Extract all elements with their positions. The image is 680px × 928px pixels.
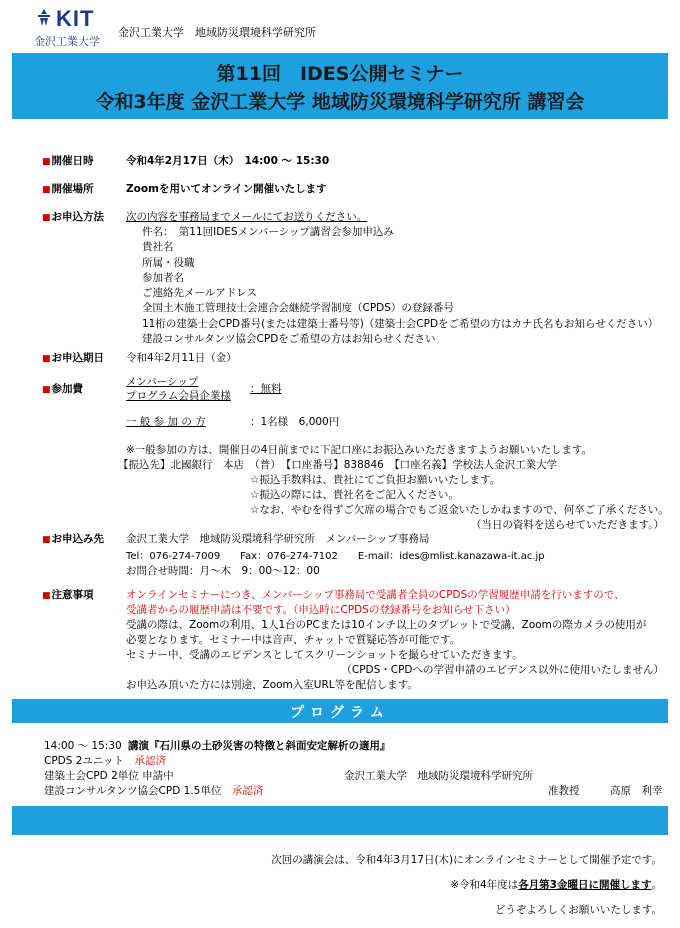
- venue-label: ■開催場所: [42, 183, 94, 195]
- next-seminar-note: 次回の講演会は、令和4年3月17日(木)にオンラインセミナーとして開催予定です。: [271, 854, 662, 866]
- institution-name: 金沢工業大学 地域防災環境科学研究所: [118, 26, 316, 39]
- schedule-note: ※令和4年度は各月第3金曜日に開催します。: [450, 879, 662, 891]
- bullet-icon: ■: [42, 213, 51, 223]
- apply-intro: 次の内容を事務局までメールにてお送りください。: [126, 211, 368, 223]
- bullet-icon: ■: [42, 157, 51, 167]
- apply-item: 建設コンサルタンツ協会CPDをご希望の方はお知らせください: [142, 333, 436, 346]
- fee-note: ☆振込手数料は、貴社にてご負担お願いいたします。: [250, 474, 501, 486]
- notes-red-line: 受講者からの履歴申請は不要です。（申込時にCPDSの登録番号をお知らせ下さい）: [126, 604, 516, 616]
- apply-label: ■お申込方法: [42, 211, 105, 223]
- kit-logo-emblem-icon: [34, 8, 54, 28]
- notes-line: 必要となります。セミナー中は音声、チャットで質疑応答が可能です。: [126, 634, 461, 646]
- fee-member-line1: メンバーシップ: [126, 376, 199, 388]
- contact-hours: お問合せ時間：月～木 9：00～12：00: [126, 565, 320, 577]
- apply-item: 全国土木施工管理技士会連合会継続学習制度（CPDS）の登録番号: [142, 302, 454, 315]
- closing-greeting: どうぞよろしくお願いいたします。: [494, 904, 662, 916]
- program-consul: 建設コンサルタンツ協会CPD 1.5単位 承認済: [44, 785, 264, 797]
- notes-line: （CPDS・CPDへの学習申請のエビデンス以外に使用いたしません）: [341, 664, 664, 676]
- venue-value: Zoomを用いてオンライン開催いたします: [126, 183, 327, 195]
- apply-item: ご連絡先メールアドレス: [142, 287, 257, 300]
- deadline-value: 令和4年2月11日（金）: [126, 352, 237, 364]
- fee-general-label: 一 般 参 加 の 方: [126, 416, 206, 428]
- consul-status: 承認済: [231, 785, 264, 797]
- date-label: ■開催日時: [42, 155, 94, 167]
- speaker-title: 准教授: [548, 785, 580, 797]
- contact-org: 金沢工業大学 地域防災環境科学研究所 メンバーシップ事務局: [126, 533, 430, 545]
- bullet-icon: ■: [42, 535, 51, 545]
- apply-items-list: [142, 225, 658, 347]
- notes-red-line: オンラインセミナーにつき、メンバーシップ事務局で受講者全員のCPDSの学習履歴申請を行いますので、: [126, 589, 625, 601]
- fee-note: （当日の資料を送らせていただきます。）: [470, 519, 664, 531]
- schedule-emphasis: 各月第3金曜日に開催します: [518, 879, 652, 891]
- bullet-icon: ■: [42, 385, 51, 395]
- apply-item: 11桁の建築士会CPD番号(または建築士番号等)（建築士会CPDをご希望の方はカナ氏名もお知らせください）: [142, 317, 659, 330]
- logo-text: KIT: [56, 6, 95, 31]
- cpds-status: 承認済: [134, 755, 167, 767]
- date-value: 令和4年2月17日（木） 14:00 ～ 15:30: [126, 155, 330, 167]
- fee-general-value: ：1名様 6,000円: [250, 416, 340, 428]
- title-banner: [12, 53, 668, 119]
- fee-bank-info: 【振込先】北國銀行 本店 （普） 【口座番号】838846 【口座名義】学校法人金沢工業大学: [118, 459, 558, 471]
- bullet-icon: ■: [42, 354, 51, 364]
- program-lecture: 講演『石川県の土砂災害の特徴と斜面安定解析の適用』: [128, 740, 391, 752]
- logo-subtitle: 金沢工業大学: [34, 35, 100, 48]
- apply-item: 参加者名: [142, 271, 184, 284]
- notes-line: お申込み頂いた方には別途、Zoom入室URL等を配信します。: [126, 679, 418, 691]
- fee-note: ☆振込の際には、貴社名をご記入ください。: [250, 489, 459, 501]
- program-cpds: CPDS 2ユニット 承認済: [44, 755, 167, 767]
- fee-label: ■参加費: [42, 383, 84, 395]
- apply-item: 所属・役職: [142, 256, 195, 269]
- deadline-label: ■お申込期日: [42, 352, 105, 364]
- seminar-subtitle: 令和3年度 金沢工業大学 地域防災環境科学研究所 講習会: [95, 91, 585, 113]
- bullet-icon: ■: [42, 185, 51, 195]
- program-title: プログラム: [290, 705, 390, 721]
- fee-note: ※一般参加の方は、開催日の4日前までに下記口座にお振込みいただきますようお願いいたします。: [126, 444, 593, 456]
- seminar-title: 第11回 IDES公開セミナー: [216, 63, 464, 85]
- bullet-icon: ■: [42, 591, 51, 601]
- program-banner: [12, 699, 668, 723]
- apply-item: 件名： 第11回IDESメンバーシップ講習会参加申込み: [142, 226, 394, 238]
- footer-banner: [12, 806, 668, 835]
- contact-phone-email: Tel：076-274-7009 Fax：076-274-7102 E-mail：ides@mlist.kanazawa-it.ac.jp: [126, 551, 545, 562]
- fee-member-value: ：無料: [250, 383, 282, 395]
- fee-member-line2: プログラム会員企業様: [126, 390, 231, 402]
- notes-line: セミナー中、受講のエビデンスとしてスクリーンショットを撮らせていただきます。: [126, 649, 523, 661]
- notes-line: 受講の際は、Zoomの利用、1人1台のPCまたは10インチ以上のタブレットで受講、Zoomの際カメラの使用が: [126, 619, 647, 631]
- notes-label: ■注意事項: [42, 589, 94, 601]
- apply-item: 貴社名: [142, 241, 174, 254]
- contact-label: ■お申込み先: [42, 533, 105, 545]
- fee-note: ☆なお、やむを得ずご欠席の場合でもご返金いたしかねますので、何卒ご了承ください。: [250, 504, 669, 516]
- program-time: 14:00 ～ 15:30: [44, 740, 122, 752]
- speaker-name: 高原 利幸: [610, 785, 663, 797]
- program-kenchiku: 建築士会CPD 2単位 申請中: [44, 770, 174, 782]
- speaker-org: 金沢工業大学 地域防災環境科学研究所: [344, 770, 533, 782]
